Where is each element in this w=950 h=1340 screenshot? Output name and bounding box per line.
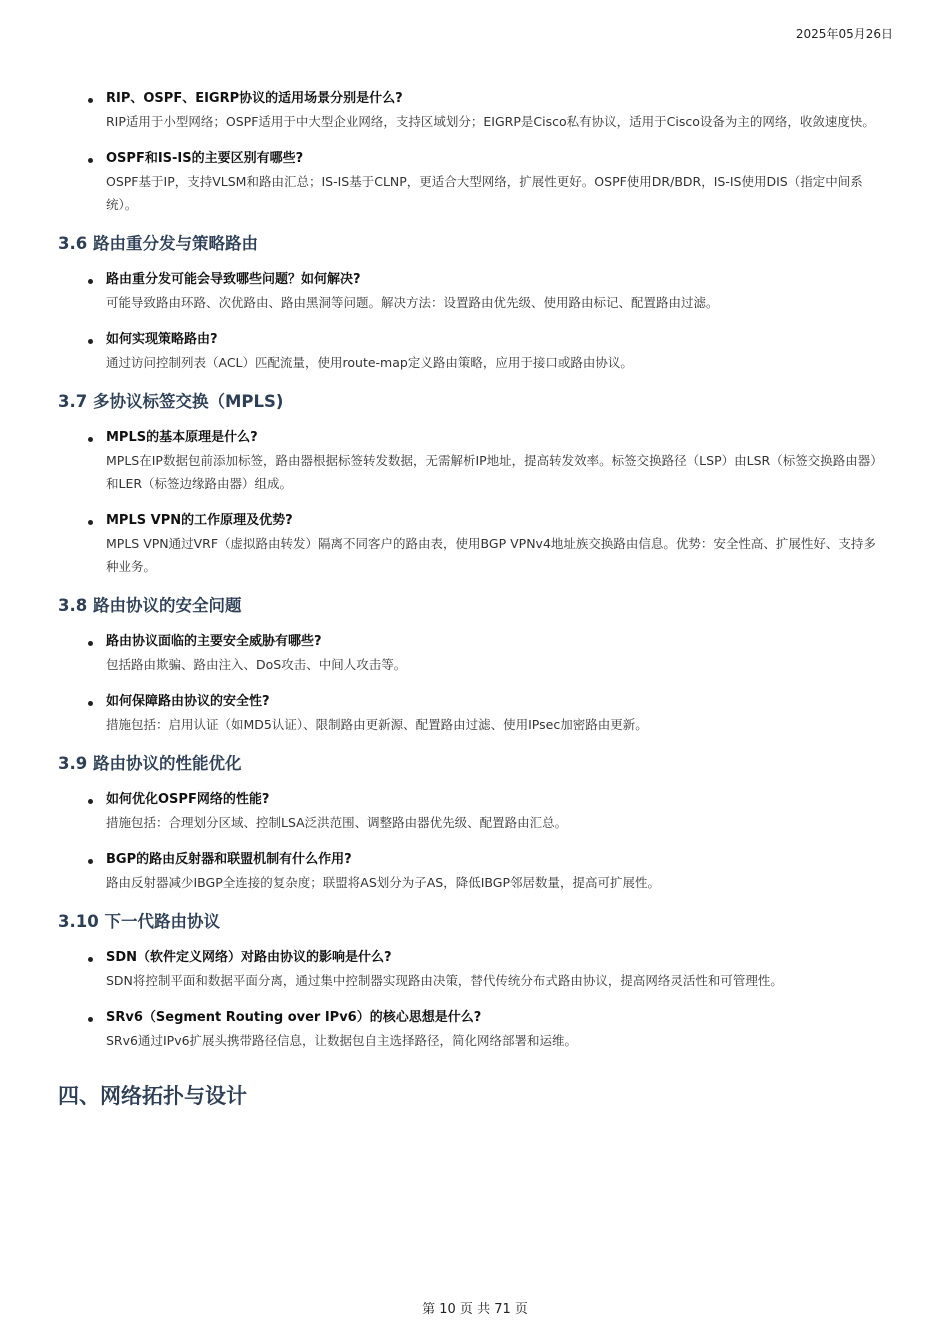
qa-item [58, 631, 878, 676]
answer: 包括路由欺骗、路由注入、DoS攻击、中间人攻击等。 [106, 657, 407, 672]
qa-list [58, 88, 878, 216]
qa-item [58, 88, 878, 133]
qa-item [58, 947, 878, 992]
answer: 路由反射器减少IBGP全连接的复杂度；联盟将AS划分为子AS，降低IBGP邻居数量，提高可扩展性。 [106, 875, 661, 890]
section-title: 3.6 路由重分发与策略路由 [58, 234, 258, 253]
question: SRv6（Segment Routing over IPv6）的核心思想是什么? [106, 1010, 482, 1025]
qa-list [58, 789, 878, 894]
answer: MPLS VPN通过VRF（虚拟路由转发）隔离不同客户的路由表，使用BGP VPNv4地址族交换路由信息。优势：安全性高、扩展性好、支持多种业务。 [106, 536, 876, 574]
bullet-icon [88, 158, 93, 163]
bullet-icon [88, 520, 93, 525]
section-title: 3.9 路由协议的性能优化 [58, 754, 242, 773]
answer: 通过访问控制列表（ACL）匹配流量，使用route-map定义路由策略，应用于接口或路由协议。 [106, 355, 633, 370]
answer: OSPF基于IP，支持VLSM和路由汇总；IS-IS基于CLNP，更适合大型网络，扩展性更好。OSPF使用DR/BDR，IS-IS使用DIS（指定中间系统）。 [106, 174, 863, 212]
question: OSPF和IS-IS的主要区别有哪些? [106, 151, 304, 166]
question: 路由协议面临的主要安全威胁有哪些? [106, 634, 322, 649]
chapter-title: 四、网络拓扑与设计 [58, 1084, 247, 1108]
qa-item [58, 427, 878, 495]
question: SDN（软件定义网络）对路由协议的影响是什么? [106, 950, 392, 965]
qa-item [58, 849, 878, 894]
qa-item [58, 329, 878, 374]
qa-list [58, 269, 878, 374]
bullet-icon [88, 1017, 93, 1022]
qa-item [58, 1007, 878, 1052]
bullet-icon [88, 701, 93, 706]
page-number: 第 10 页 共 71 页 [422, 1302, 528, 1317]
bullet-icon [88, 957, 93, 962]
bullet-icon [88, 98, 93, 103]
question: MPLS的基本原理是什么? [106, 430, 258, 445]
header-date: 2025年05月26日 [795, 27, 893, 41]
qa-item [58, 510, 878, 578]
qa-list [58, 631, 878, 736]
answer: 措施包括：启用认证（如MD5认证）、限制路由更新源、配置路由过滤、使用IPsec加密路由更新。 [106, 717, 648, 732]
question: 如何优化OSPF网络的性能? [106, 792, 270, 807]
bullet-icon [88, 859, 93, 864]
question: 如何实现策略路由? [106, 332, 218, 347]
answer: 措施包括：合理划分区域、控制LSA泛洪范围、调整路由器优先级、配置路由汇总。 [106, 815, 568, 830]
answer: MPLS在IP数据包前添加标签，路由器根据标签转发数据，无需解析IP地址，提高转发效率。标签交换路径（LSP）由LSR（标签交换路由器）和LER（标签边缘路由器）组成。 [106, 453, 877, 491]
question: BGP的路由反射器和联盟机制有什么作用? [106, 852, 352, 867]
question: MPLS VPN的工作原理及优势? [106, 513, 293, 528]
qa-list [58, 427, 878, 578]
qa-list [58, 947, 878, 1052]
document-body [58, 88, 878, 1110]
question: RIP、OSPF、EIGRP协议的适用场景分别是什么? [106, 91, 403, 106]
qa-item [58, 269, 878, 314]
question: 如何保障路由协议的安全性? [106, 694, 270, 709]
qa-item [58, 789, 878, 834]
answer: SDN将控制平面和数据平面分离，通过集中控制器实现路由决策，替代传统分布式路由协议，提高网络灵活性和可管理性。 [106, 973, 783, 988]
bullet-icon [88, 279, 93, 284]
qa-item [58, 148, 878, 216]
answer: 可能导致路由环路、次优路由、路由黑洞等问题。解决方法：设置路由优先级、使用路由标记、配置路由过滤。 [106, 295, 719, 310]
bullet-icon [88, 339, 93, 344]
section-title: 3.7 多协议标签交换（MPLS) [58, 392, 284, 411]
question: 路由重分发可能会导致哪些问题？如何解决? [106, 272, 361, 287]
bullet-icon [88, 437, 93, 442]
answer: SRv6通过IPv6扩展头携带路径信息，让数据包自主选择路径，简化网络部署和运维。 [106, 1033, 578, 1048]
bullet-icon [88, 799, 93, 804]
section-title: 3.8 路由协议的安全问题 [58, 596, 242, 615]
qa-item [58, 691, 878, 736]
answer: RIP适用于小型网络；OSPF适用于中大型企业网络，支持区域划分；EIGRP是Cisco私有协议，适用于Cisco设备为主的网络，收敛速度快。 [106, 114, 875, 129]
section-title: 3.10 下一代路由协议 [58, 912, 220, 931]
bullet-icon [88, 641, 93, 646]
